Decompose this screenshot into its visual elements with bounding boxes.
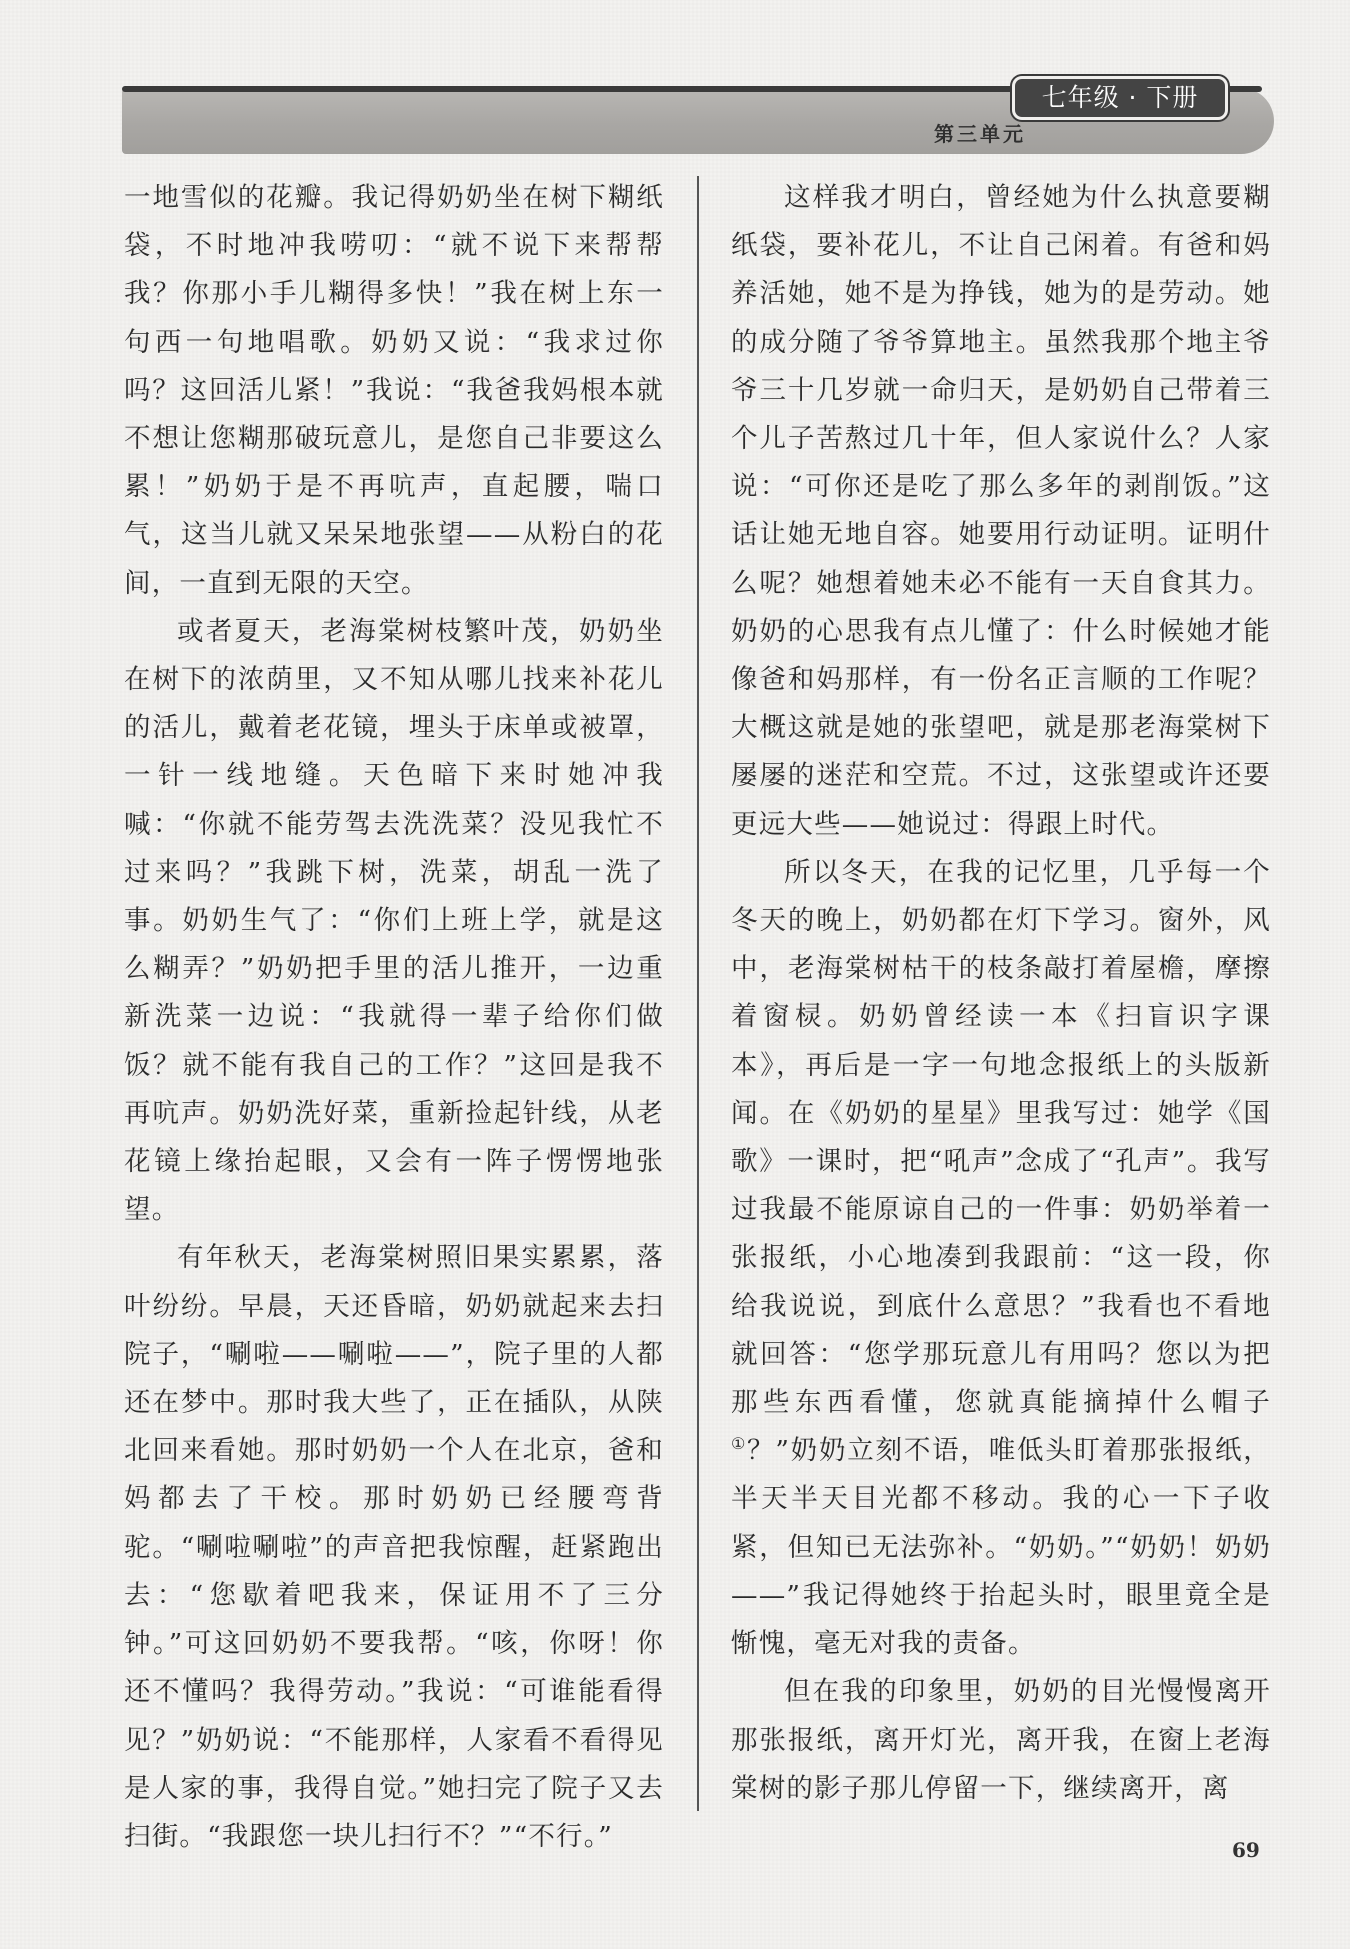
paragraph-text: ？”奶奶立刻不语，唯低头盯着那张报纸，半天半天目光都不移动。我的心一下子收紧，但知已无法弥补。“奶奶。”“奶奶！奶奶——”我记得她终于抬起头时，眼里竟全是惭愧，毫无对我的责备。 [731, 1435, 1271, 1660]
unit-label: 第三单元 [934, 122, 1026, 146]
page-number: 69 [1232, 1838, 1260, 1862]
column-divider [697, 176, 699, 1811]
right-column [731, 174, 1271, 1813]
left-column [124, 174, 664, 1861]
paragraph: 或者夏天，老海棠树枝繁叶茂，奶奶坐在树下的浓荫里，又不知从哪儿找来补花儿的活儿，戴着老花镜，埋头于床单或被罩，一针一线地缝。天色暗下来时她冲我喊：“你就不能劳驾去洗洗菜？没见我忙不过来吗？”我跳下树，洗菜，胡乱一洗了事。奶奶生气了：“你们上班上学，就是这么糊弄？”奶奶把手里的活儿推开，一边重新洗菜一边说：“我就得一辈子给你们做饭？就不能有我自己的工作？”这回是我不再吭声。奶奶洗好菜，重新捡起针线，从老花镜上缘抬起眼，又会有一阵子愣愣地张望。 [124, 615, 664, 1226]
paragraph [731, 849, 1271, 1668]
grade-badge: 七年级 · 下册 [1012, 76, 1228, 120]
paragraph: 但在我的印象里，奶奶的目光慢慢离开那张报纸，离开灯光，离开我，在窗上老海棠树的影子那儿停留一下，继续离开，离 [731, 1676, 1271, 1804]
paragraph: 有年秋天，老海棠树照旧果实累累，落叶纷纷。早晨，天还昏暗，奶奶就起来去扫院子，“唰啦——唰啦——”，院子里的人都还在梦中。那时我大些了，正在插队，从陕北回来看她。那时奶奶一个人在北京，爸和妈都去了干校。那时奶奶已经腰弯背驼。“唰啦唰啦”的声音把我惊醒，赶紧跑出去：“您歇着吧我来，保证用不了三分钟。”可这回奶奶不要我帮。“咳，你呀！你还不懂吗？我得劳动。”我说：“可谁能看得见？”奶奶说：“不能那样，人家看不看得见是人家的事，我得自觉。”她扫完了院子又去扫街。“我跟您一块儿扫行不？”“不行。” [124, 1242, 664, 1852]
paragraph: 这样我才明白，曾经她为什么执意要糊纸袋，要补花儿，不让自己闲着。有爸和妈养活她，她不是为挣钱，她为的是劳动。她的成分随了爷爷算地主。虽然我那个地主爷爷三十几岁就一命归天，是奶奶自己带着三个儿子苦熬过几十年，但人家说什么？人家说：“可你还是吃了那么多年的剥削饭。”这话让她无地自容。她要用行动证明。证明什么呢？她想着她未必不能有一天自食其力。奶奶的心思我有点儿懂了：什么时候她才能像爸和妈那样，有一份名正言顺的工作呢？大概这就是她的张望吧，就是那老海棠树下屡屡的迷茫和空荒。不过，这张望或许还要更远大些——她说过：得跟上时代。 [731, 182, 1271, 840]
paragraph: 一地雪似的花瓣。我记得奶奶坐在树下糊纸袋，不时地冲我唠叨：“就不说下来帮帮我？你那小手儿糊得多快！”我在树上东一句西一句地唱歌。奶奶又说：“我求过你吗？这回活儿紧！”我说：“我爸我妈根本就不想让您糊那破玩意儿，是您自己非要这么累！”奶奶于是不再吭声，直起腰，喘口气，这当儿就又呆呆地张望——从粉白的花间，一直到无限的天空。 [124, 182, 664, 599]
paragraph-text: 所以冬天，在我的记忆里，几乎每一个冬天的晚上，奶奶都在灯下学习。窗外，风中，老海棠树枯干的枝条敲打着屋檐，摩擦着窗棂。奶奶曾经读一本《扫盲识字课本》，再后是一字一句地念报纸上的头版新闻。在《奶奶的星星》里我写过：她学《国歌》一课时，把“吼声”念成了“孔声”。我写过我最不能原谅自己的一件事：奶奶举着一张报纸，小心地凑到我跟前：“这一段，你给我说说，到底什么意思？”我看也不看地就回答：“您学那玩意儿有用吗？您以为把那些东西看懂，您就真能摘掉什么帽子 [731, 856, 1271, 1419]
footnote-marker[interactable]: ① [731, 1434, 748, 1454]
